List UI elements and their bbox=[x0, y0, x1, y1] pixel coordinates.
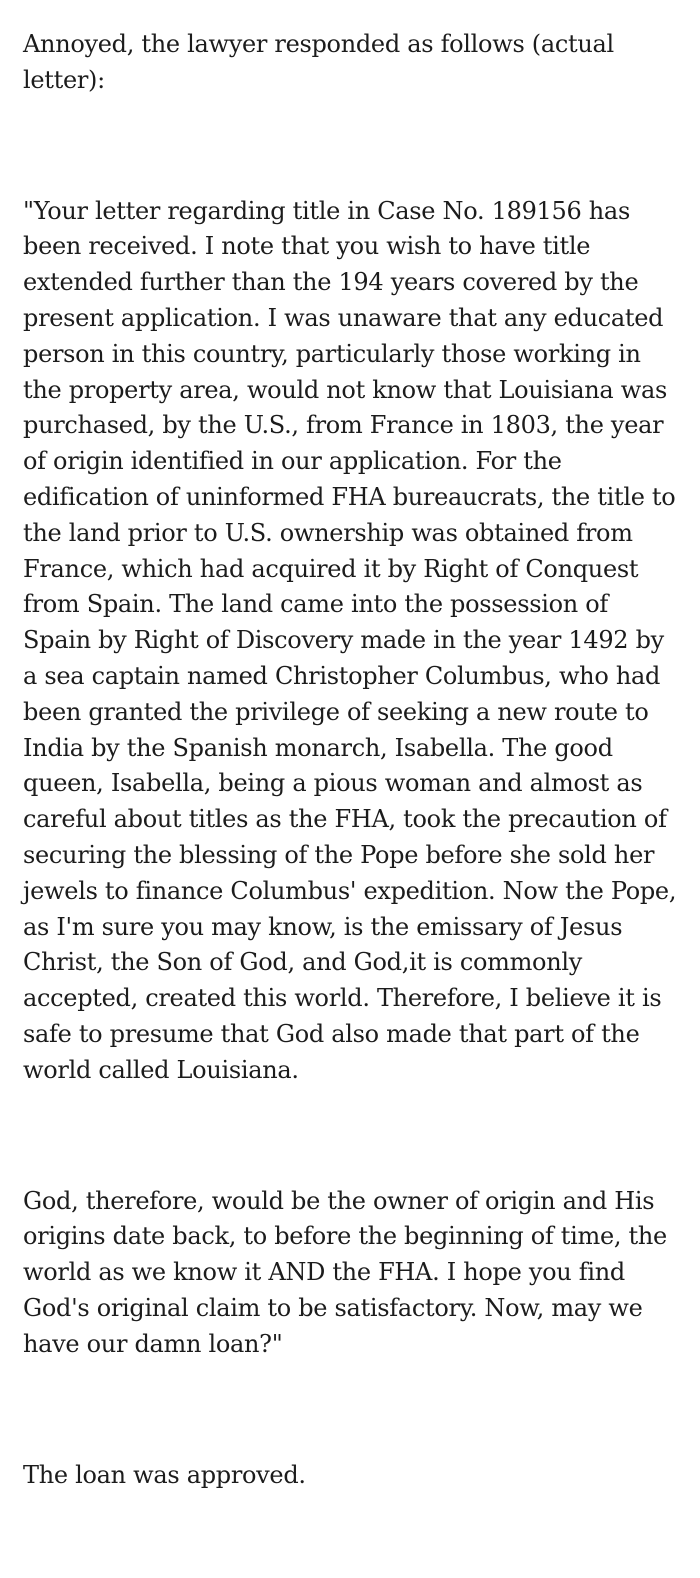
intro-paragraph: Annoyed, the lawyer responded as follows (actual letter): bbox=[23, 30, 614, 94]
letter-closing-paragraph: God, therefore, would be the owner of origin and His origins date back, to before the beginning of time, the world as we know it AND the FHA. I hope you find God's original claim to be satisfactory. Now, may we have our damn loan?" bbox=[23, 1186, 667, 1358]
article-text bbox=[23, 27, 677, 1493]
paragraph-spacer bbox=[23, 1363, 677, 1458]
paragraph-spacer bbox=[23, 99, 677, 194]
paragraph-spacer bbox=[23, 1089, 677, 1184]
outcome-paragraph: The loan was approved. bbox=[23, 1460, 306, 1489]
letter-body-paragraph: "Your letter regarding title in Case No. 189156 has been received. I note that you wish to have title extended further than the 194 years covered by the present application. I was unaware that any educated person in this country, particularly those working in the property area, would not know that Louisiana was purchased, by the U.S., from France in 1803, the year of origin identified in our application. For the edification of uninformed FHA bureaucrats, the title to the land prior to U.S. ownership was obtained from France, which had acquired it by Right of Conquest from Spain. The land came into the possession of Spain by Right of Discovery made in the year 1492 by a sea captain named Christopher Columbus, who had been granted the privilege of seeking a new route to India by the Spanish monarch, Isabella. The good queen, Isabella, being a pious woman and almost as careful about titles as the FHA, took the precaution of securing the blessing of the Pope before she sold her jewels to finance Columbus' expedition. Now the Pope, as I'm sure you may know, is the emissary of Jesus Christ, the Son of God, and God,it is commonly accepted, created this world. Therefore, I believe it is safe to presume that God also made that part of the world called Louisiana. bbox=[23, 196, 677, 1084]
